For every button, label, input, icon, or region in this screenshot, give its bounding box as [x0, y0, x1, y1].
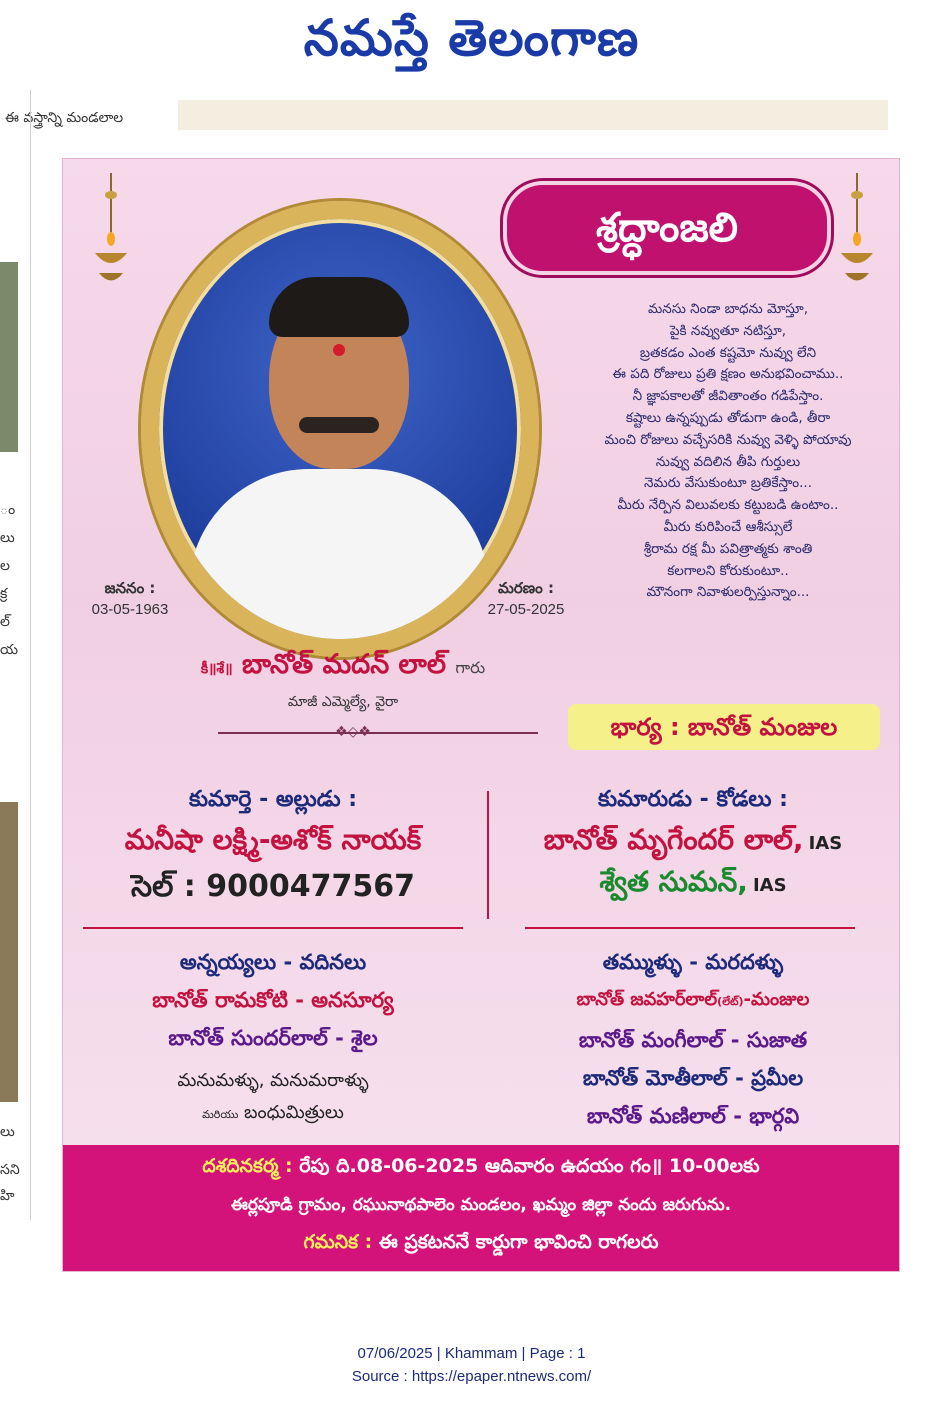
relatives-line [73, 1097, 473, 1131]
obituary-advertisement [62, 158, 900, 1272]
left-fragment: ం [0, 502, 16, 518]
son-name: బానోత్ మృగేందర్ లాల్, [543, 823, 804, 856]
poem-line: ఈ పది రోజులు ప్రతి క్షణం అనుభవించాము.. [612, 366, 844, 383]
birth-label: జననం : [104, 579, 156, 597]
birth-info [75, 579, 185, 618]
poem-line: పైకి నవ్వుతూ నటిస్తూ, [669, 322, 787, 339]
lamp-icon-left [91, 173, 131, 303]
left-fragment: హి [0, 1188, 15, 1204]
younger-brothers-heading: తమ్ముళ్ళు - మరదళ్ళు [602, 950, 784, 974]
poem-line: మనసు నిండా బాధను మోస్తూ, [647, 301, 808, 317]
death-label: మరణం : [498, 579, 554, 597]
poem-line: శ్రీరామ రక్ష మీ పవిత్రాత్మకు శాంతి [643, 540, 813, 557]
name-suffix: గారు [455, 658, 486, 677]
ceremony-band [63, 1145, 899, 1271]
daughter-in-law-ias: IAS [752, 875, 787, 896]
left-fragment: సని [0, 1162, 20, 1178]
tribute-poem [553, 299, 900, 604]
son-line [493, 823, 893, 863]
poem-line: మంచి రోజులు వచ్చేసరికి నువ్వు వెళ్ళి పోయావు [604, 431, 852, 448]
source-link[interactable]: Source : https://epaper.ntnews.com/ [351, 1368, 592, 1385]
younger-brother-1-wife: -మంజుల [743, 989, 810, 1010]
left-fragment: క్ర [0, 586, 8, 602]
younger-brother-2: బానోత్ మంగీలాల్ - సుజాత [578, 1028, 808, 1052]
grandchildren: మనుమళ్ళు, మనుమరాళ్ళు [177, 1070, 369, 1091]
left-column-photo-2 [0, 802, 18, 1102]
daughter-names: మనీషా లక్ష్మి-అశోక్ నాయక్ [124, 823, 422, 856]
daughter-in-law-name: శ్వేత సుమన్, [599, 865, 748, 898]
tribute-title: శ్రద్ధాంజలి [596, 204, 738, 251]
venue-line: ఈర్లపూడి గ్రామం, రఘునాథపాలెం మండలం, ఖమ్మం జిల్లా నందు జరుగును. [230, 1195, 732, 1215]
daughter-in-law-line [493, 865, 893, 905]
poem-line: కష్టాలు ఉన్నప్పుడు తోడుగా ఉండి, తీరా [625, 409, 831, 426]
edition-info: 07/06/2025 | Khammam | Page : 1 [357, 1345, 586, 1362]
tribute-title-plaque [503, 181, 831, 275]
ceremony-label: దశదినకర్మ : [202, 1155, 293, 1177]
poem-line: నువ్వు వదిలిన తీపి గుర్తులు [655, 453, 801, 470]
wife-banner: భార్య : బానోత్ మంజుల [568, 704, 880, 750]
snippet-text: ఈ వస్త్రాన్ని మండలాల [5, 110, 124, 126]
poem-line: మీరు కురిపించే ఆశీస్సులే [663, 518, 793, 535]
poem-line: బ్రతకడం ఎంత కష్టమో నువ్వు లేని [639, 344, 817, 361]
death-date: 27-05-2025 [487, 601, 565, 618]
poem-line: మీరు నేర్పిన విలువలకు కట్టుబడి ఉంటాం.. [617, 497, 839, 514]
poem-line: నీ జ్ఞాపకాలతో జీవితాంతం గడిపేస్తాం. [632, 388, 824, 405]
younger-brother-1 [493, 981, 893, 1021]
and-word: మరియు [202, 1108, 239, 1121]
left-column-photo [0, 262, 18, 452]
portrait-hair [269, 277, 409, 337]
section-rule-right [525, 927, 855, 929]
left-fragment: ల్ [0, 614, 10, 630]
daughter-section [73, 787, 473, 911]
elder-brothers-heading: అన్నయ్యలు - వదినలు [179, 950, 367, 974]
column-divider [487, 791, 489, 919]
poem-line: మౌనంగా నివాళులర్పిస్తున్నాం... [646, 584, 810, 601]
younger-brothers-section [493, 943, 893, 1135]
left-fragment: లు [0, 1124, 15, 1140]
name-prefix: కీ॥శే॥ [200, 661, 233, 677]
ceremony-line [63, 1155, 899, 1182]
section-rule-left [83, 927, 463, 929]
late-tag: (లేట్) [717, 995, 744, 1008]
note-line [63, 1231, 899, 1258]
note-label: గమనిక : [303, 1231, 373, 1253]
poem-line: నెమరు వేసుకుంటూ బ్రతికేస్తాం... [644, 475, 812, 492]
name-main: బానోత్ మదన్ లాల్ [242, 649, 446, 680]
note-text: ఈ ప్రకటననే కార్డుగా భావించి రాగలరు [378, 1231, 659, 1253]
cell-number: సెల్ : 9000477567 [131, 869, 415, 904]
deceased-name [123, 649, 563, 687]
ceremony-text: రేపు ది.08-06-2025 ఆదివారం ఉదయం గం॥ 10-00లకు [299, 1155, 760, 1177]
divider-ornament-icon: ❖◇❖ [335, 724, 371, 740]
younger-brother-4: బానోత్ మణిలాల్ - భార్గవి [586, 1104, 800, 1128]
elder-brother-2: బానోత్ సుందర్‌లాల్ - శైల [168, 1026, 378, 1050]
elder-brothers-section [73, 943, 473, 1131]
younger-brother-3: బానోత్ మోతీలాల్ - ప్రమీల [582, 1066, 804, 1090]
son-heading: కుమారుడు - కోడలు : [598, 787, 788, 812]
page-footer [0, 1342, 943, 1388]
portrait-bindi [333, 344, 345, 356]
portrait-shirt [189, 469, 489, 657]
younger-brother-1-name: బానోత్ జవహర్‌లాల్ [576, 989, 718, 1010]
left-fragment: లు [0, 530, 15, 546]
birth-date: 03-05-1963 [91, 601, 169, 618]
relatives: బంధుమిత్రులు [244, 1102, 344, 1123]
elder-brother-1: బానోత్ రామకోటి - అనసూర్య [152, 988, 394, 1012]
poem-line: కలగాలని కోరుకుంటూ.. [667, 562, 789, 579]
deceased-post: మాజీ ఎమ్మెల్యే, వైరా [287, 694, 399, 710]
portrait-moustache [299, 417, 379, 433]
left-column-strip [0, 90, 31, 1220]
son-ias: IAS [808, 833, 843, 854]
son-section [493, 787, 893, 905]
daughter-heading: కుమార్తె - అల్లుడు : [188, 787, 358, 812]
lamp-icon-right [837, 173, 877, 303]
left-fragment: య [0, 642, 19, 658]
left-fragment: ల [0, 558, 10, 574]
masthead-title: నమస్తే తెలంగాణ [303, 8, 640, 67]
adjacent-article-box [178, 100, 888, 130]
